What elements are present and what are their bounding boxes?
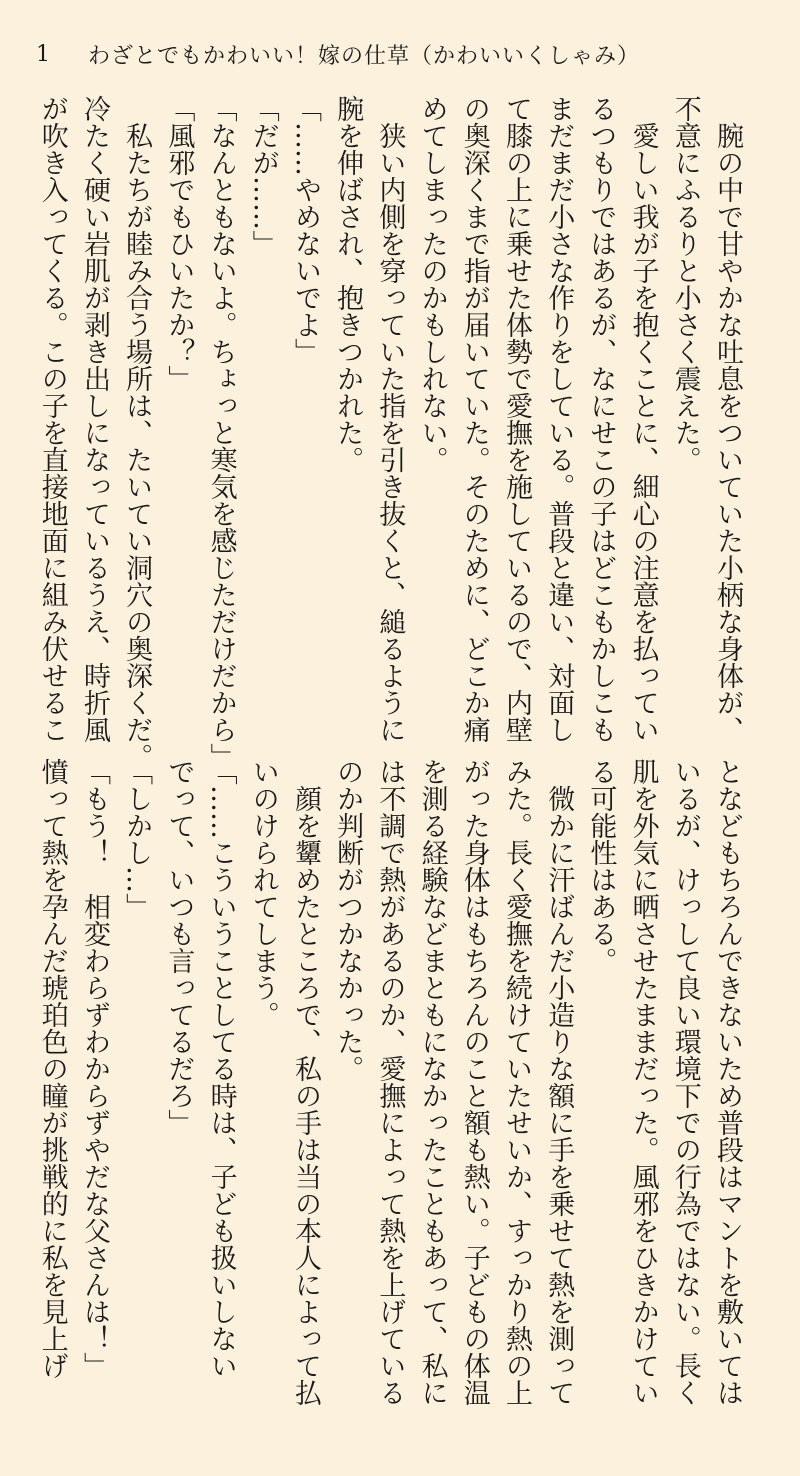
text-line: 肌を外気に晒させたままだった。風邪をひきかけてい xyxy=(627,758,659,1406)
text-line: めてしまったのかもしれない。 xyxy=(416,95,448,473)
text-line: る可能性はある。 xyxy=(585,758,617,974)
text-line: 「……やめないでよ」 xyxy=(289,95,321,365)
text-block-bottom xyxy=(36,758,748,1418)
text-line: でって、いつも言ってるだろ」 xyxy=(163,758,195,1136)
text-line: 腕の中で甘やかな吐息をついていた小柄な身体が、 xyxy=(712,95,743,743)
text-line: 私たちが睦み合う場所は、たいてい洞穴の奥深くだ。 xyxy=(121,95,153,770)
text-line: 憤って熱を孕んだ琥珀色の瞳が挑戦的に私を見上げ xyxy=(36,758,68,1379)
text-line: のか判断がつかなかった。 xyxy=(332,758,364,1082)
text-line: を測る経験などまともになかったこともあって、私に xyxy=(416,758,448,1406)
text-line: 顔を顰めたところで、私の手は当の本人によって払 xyxy=(289,758,321,1406)
text-line: 腕を伸ばされ、抱きつかれた。 xyxy=(332,95,364,473)
text-line: まだまだ小さな作りをしている。普段と違い、対面し xyxy=(543,95,575,743)
text-line: て膝の上に乗せた体勢で愛撫を施しているので、内壁 xyxy=(500,95,532,743)
text-block-top xyxy=(36,95,748,770)
text-line: みた。長く愛撫を続けていたせいか、すっかり熱の上 xyxy=(500,758,532,1406)
text-line: いるが、けっして良い環境下での行為ではない。長く xyxy=(669,758,701,1406)
text-line: の奥深くまで指が届いていた。そのために、どこか痛 xyxy=(458,95,490,743)
text-line: 微かに汗ばんだ小造りな額に手を乗せて熱を測って xyxy=(543,758,575,1406)
text-line: るつもりではあるが、なにせこの子はどこもかしこも xyxy=(585,95,617,743)
chapter-title: わざとでもかわいい！嫁の仕草（かわいいくしゃみ） xyxy=(88,43,641,69)
text-line: が吹き入ってくる。この子を直接地面に組み伏せるこ xyxy=(36,95,68,743)
page-number: 1 xyxy=(36,41,51,67)
text-line: 不意にふるりと小さく震えた。 xyxy=(669,95,701,473)
text-line: 狭い内側を穿っていた指を引き抜くと、縋るように xyxy=(374,95,406,743)
page-header xyxy=(36,34,640,74)
text-line: がった身体はもちろんのこと額も熱い。子どもの体温 xyxy=(458,758,490,1406)
text-line: となどもちろんできないため普段はマントを敷いては xyxy=(712,758,743,1406)
text-line: 冷たく硬い岩肌が剥き出しになっているうえ、時折風 xyxy=(78,95,110,743)
text-line: 「だが……」 xyxy=(247,95,279,257)
text-line: 「……こういうことしてる時は、子ども扱いしない xyxy=(205,758,237,1379)
text-line: 「風邪でもひいたか？」 xyxy=(163,95,195,392)
text-line: 「しかし…」 xyxy=(121,758,153,920)
text-line: は不調で熱があるのか、愛撫によって熱を上げている xyxy=(374,758,406,1406)
text-line: 愛しい我が子を抱くことに、細心の注意を払ってい xyxy=(627,95,659,743)
text-line: 「もう！ 相変わらずわからずやだな父さんは！」 xyxy=(78,758,110,1379)
text-line: いのけられてしまう。 xyxy=(247,758,279,1028)
text-line: 「なんともないよ。ちょっと寒気を感じただけだから」 xyxy=(205,95,237,770)
